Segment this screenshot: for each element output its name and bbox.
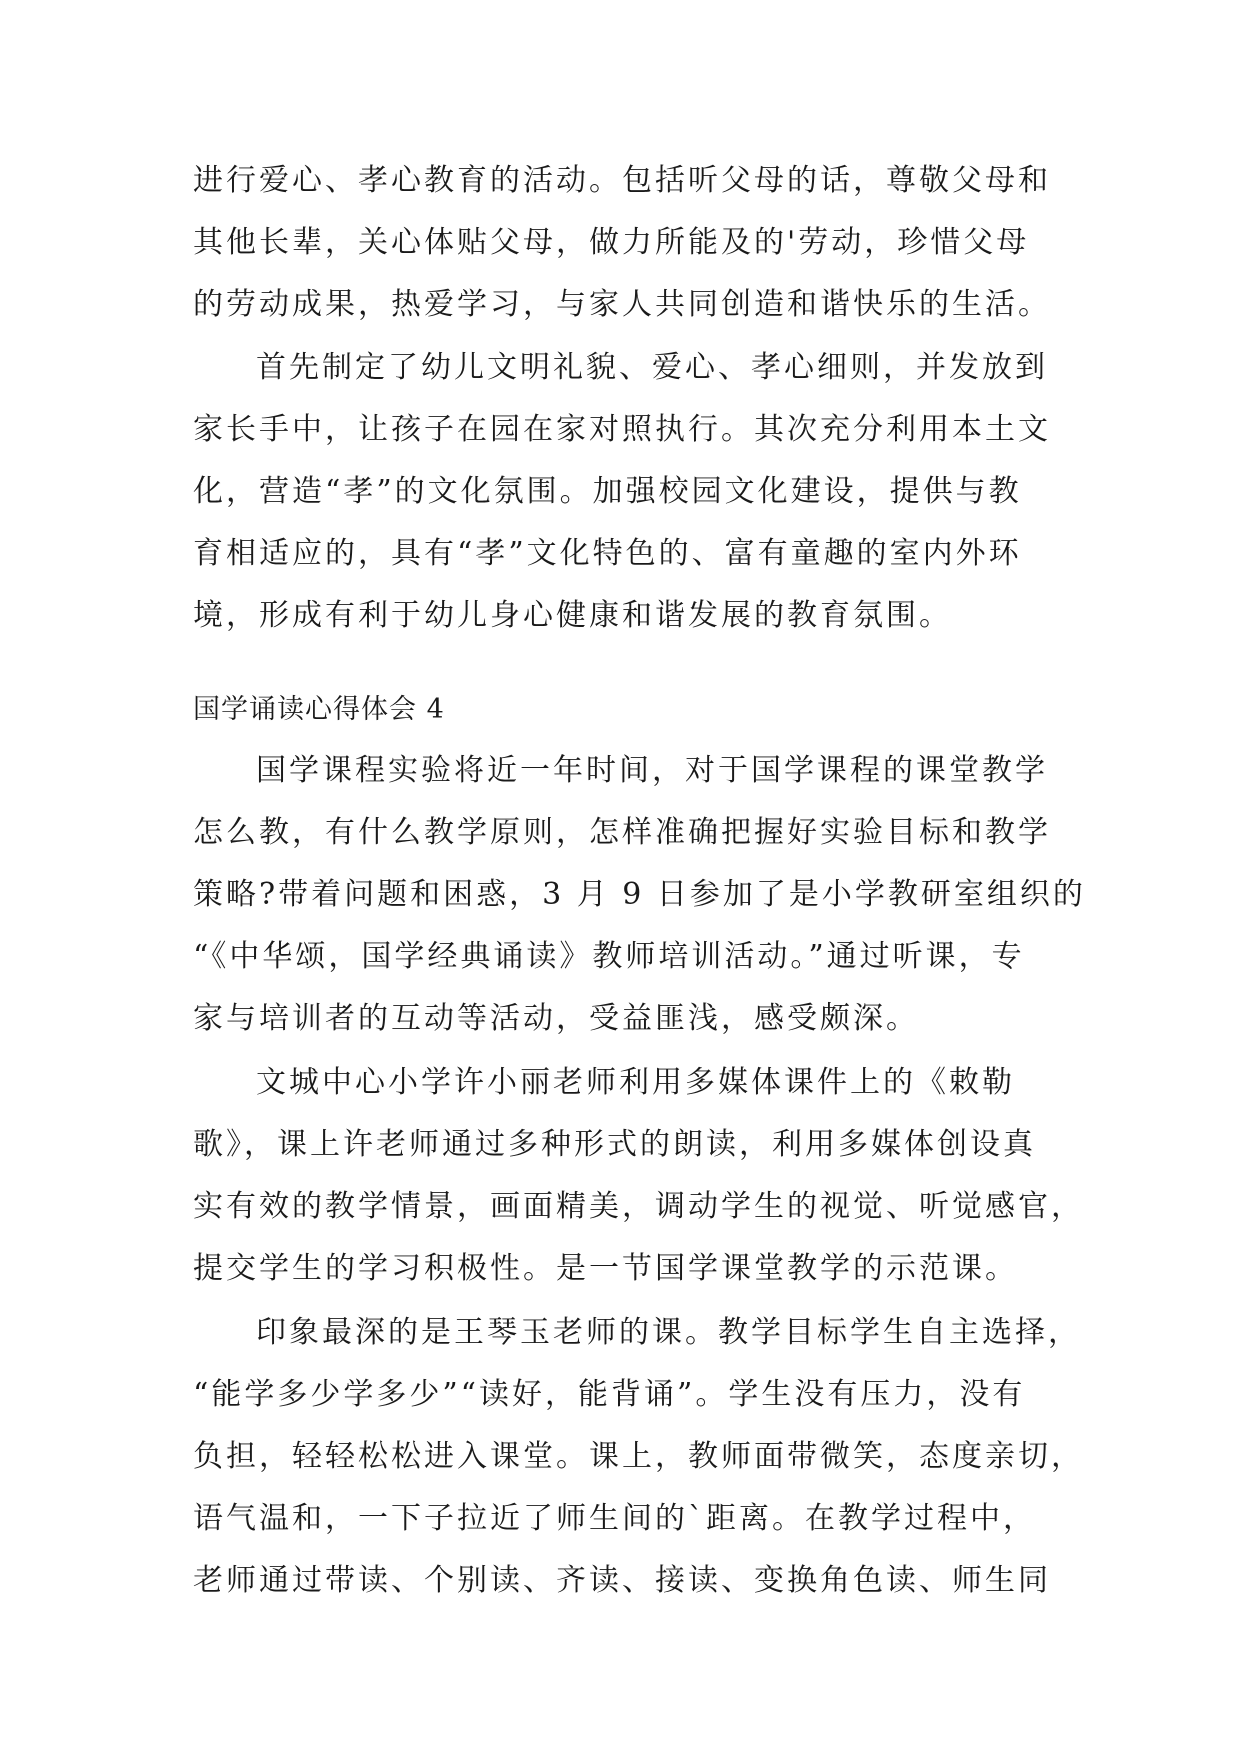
paragraph-line: 负担，轻轻松松进入课堂。课上，教师面带微笑，态度亲切， [193, 1439, 1084, 1474]
paragraph-line: 的劳动成果，热爱学习，与家人共同创造和谐快乐的生活。 [193, 287, 1051, 322]
paragraph-line: “《中华颂，国学经典诵读》教师培训活动。”通过听课，专 [193, 939, 1025, 974]
paragraph-line: 境，形成有利于幼儿身心健康和谐发展的教育氛围。 [193, 598, 952, 633]
paragraph-line: 歌》，课上许老师通过多种形式的朗读，利用多媒体创设真 [193, 1127, 1036, 1162]
paragraph-line: 其他长辈，关心体贴父母，做力所能及的'劳动，珍惜父母 [193, 225, 1030, 260]
paragraph-line: 文城中心小学许小丽老师利用多媒体课件上的《敕勒 [256, 1065, 1015, 1100]
paragraph-line: 首先制定了幼儿文明礼貌、爱心、孝心细则，并发放到 [256, 350, 1048, 385]
paragraph-line: “能学多少学多少”“读好，能背诵”。学生没有压力，没有 [193, 1377, 1026, 1412]
paragraph-line: 国学课程实验将近一年时间，对于国学课程的课堂教学 [256, 753, 1048, 788]
paragraph-line: 家与培训者的互动等活动，受益匪浅，感受颇深。 [193, 1001, 919, 1036]
section-title: 国学诵读心得体会 4 [193, 694, 445, 725]
paragraph-line: 化，营造“孝”的文化氛围。加强校园文化建设，提供与教 [193, 474, 1022, 509]
paragraph-line: 策略?带着问题和困惑，3 月 9 日参加了是小学教研室组织的 [193, 877, 1086, 912]
paragraph-line: 语气温和，一下子拉近了师生间的`距离。在教学过程中， [193, 1501, 1036, 1536]
paragraph-line: 家长手中，让孩子在园在家对照执行。其次充分利用本土文 [193, 412, 1051, 447]
paragraph-line: 育相适应的，具有“孝”文化特色的、富有童趣的室内外环 [193, 536, 1022, 571]
paragraph-line: 实有效的教学情景，画面精美，调动学生的视觉、听觉感官， [193, 1189, 1084, 1224]
paragraph-line: 提交学生的学习积极性。是一节国学课堂教学的示范课。 [193, 1251, 1018, 1286]
paragraph-line: 怎么教，有什么教学原则，怎样准确把握好实验目标和教学 [193, 815, 1051, 850]
paragraph-line: 进行爱心、孝心教育的活动。包括听父母的话，尊敬父母和 [193, 163, 1051, 198]
paragraph-line: 印象最深的是王琴玉老师的课。教学目标学生自主选择， [256, 1315, 1081, 1350]
paragraph-line: 老师通过带读、个别读、齐读、接读、变换角色读、师生同 [193, 1563, 1051, 1598]
